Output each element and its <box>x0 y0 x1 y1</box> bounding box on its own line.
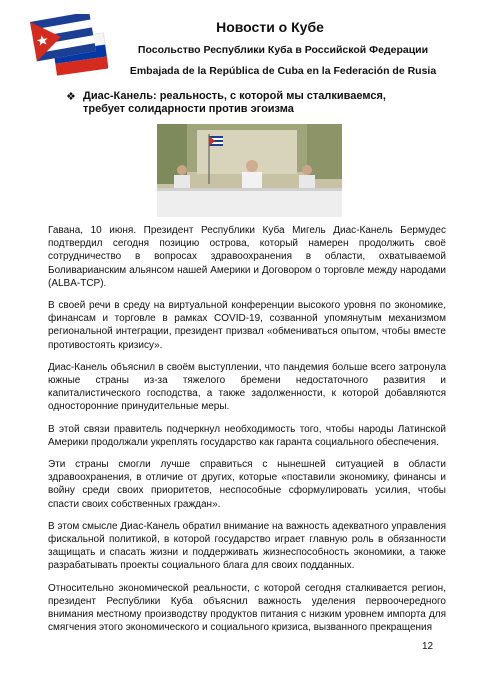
paragraph: Диас-Канель объяснил в своём выступлении, что пандемия больше всего затронула южные страны из-за тяжелого бремени недостаточного развития и капиталистического господства, а также задолженности, к которой добавляются односторонние принудительные меры. <box>48 361 446 413</box>
article-body <box>48 224 446 643</box>
cuba-russia-flags-logo <box>26 14 108 84</box>
diamond-bullet-icon: ❖ <box>66 91 76 103</box>
paragraph: Относительно экономической реальности, с которой сегодня сталкивается регион, президент Республики Куба объяснил важность уделения первоочередного внимания местному производству продуктов питания с низким уровнем импорта для смягчения этого экономического и социального кризиса, вызванного прекращения <box>48 582 446 634</box>
page-number: 12 <box>422 641 434 652</box>
paragraph: В этом смысле Диас-Канель обратил внимание на важность адекватного управления фискальной политикой, в которой государство играет главную роль в обязанности защищать и спасать жизни и поддерживать жизнеспособность экономики, а также разрабатывать проекты социального блага для своих подданных. <box>48 520 446 572</box>
article-headline: Диас-Канель: реальность, с которой мы сталкиваемся, требует солидарности против эгоизма <box>83 90 386 115</box>
paragraph: В этой связи правитель подчеркнул необходимость того, чтобы народы Латинской Америки продолжали укреплять государство как гаранта социального обеспечения. <box>48 423 446 448</box>
conference-photo <box>157 124 342 217</box>
paragraph: В своей речи в среду на виртуальной конференции высокого уровня по экономике, финансам и торговле в рамках COVID-19, созванной упомянутым механизмом региональной интеграции, президент призвал «обмениваться опытом, чтобы вместе противостоять кризису». <box>48 300 446 351</box>
embassy-name-es: Embajada de la República de Cuba en la Federación de Rusia <box>129 65 437 77</box>
page-title: Новости о Кубе <box>216 19 324 35</box>
paragraph: Гавана, 10 июня. Президент Республики Куба Мигель Диас-Канель Бермудес подтвердил сегодня позицию острова, который намерен продолжить своё сотрудничество в вопросах здравоохранения в области, охватываемой Боливарианским альянсом нашей Америки и Договором о торговле между народами (ALBA-TCP). <box>48 225 446 289</box>
paragraph: Эти страны смогли лучше справиться с нынешней ситуацией в области здравоохранения, в отличие от других, которые «поставили экономику, финансы и войну среди своих приоритетов, неспособные сформулировать усилия, чтобы спасти своих собственных граждан». <box>48 459 446 510</box>
embassy-name-ru: Посольство Республики Куба в Российской Федерации <box>137 44 429 56</box>
page-header <box>0 0 484 92</box>
